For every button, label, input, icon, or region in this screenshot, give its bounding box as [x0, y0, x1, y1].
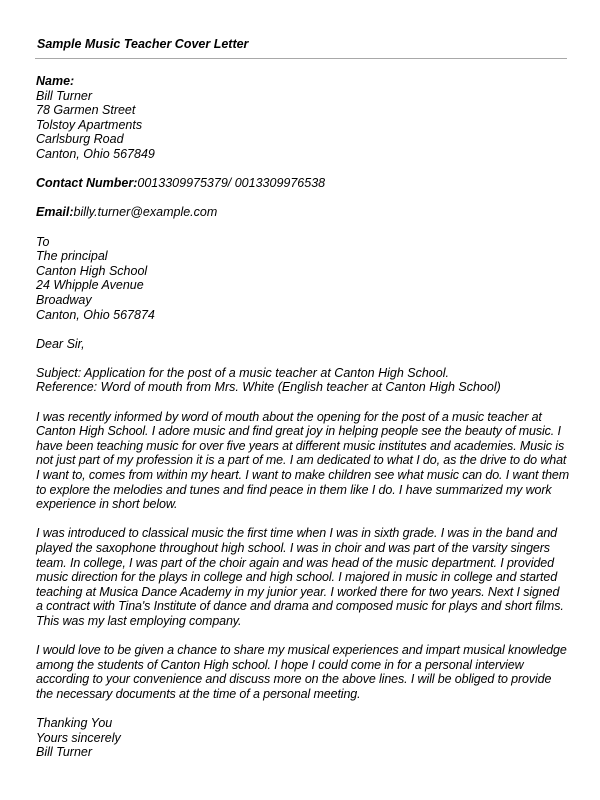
- sender-line: 78 Garmen Street: [36, 103, 136, 118]
- spacer: [36, 351, 570, 366]
- paragraph-line: teaching at Musica Dance Academy in my junior year. I worked there for two years. Next I signed: [36, 584, 560, 599]
- email-row: [36, 205, 570, 220]
- paragraph-line: I would love to be given a chance to share my musical experiences and impart musical knowledge: [36, 643, 567, 658]
- email-label: Email:: [36, 205, 74, 220]
- recipient-line: Canton, Ohio 567874: [36, 307, 155, 322]
- paragraph-line: Canton High School. I adore music and find great joy in helping people see the beauty of music. I: [36, 424, 561, 439]
- closing-line: Yours sincerely: [36, 730, 121, 745]
- closing-block: [36, 716, 570, 760]
- salutation: Dear Sir,: [36, 336, 85, 351]
- paragraph-line: music direction for the plays in college and high school. I majored in music in college and started: [36, 570, 558, 585]
- paragraph-line: have been teaching music for over five years at different music institutes and academies. Music is: [36, 438, 565, 453]
- recipient-line: The principal: [36, 249, 108, 264]
- spacer: [36, 220, 570, 235]
- body-paragraph: [36, 410, 570, 512]
- paragraph-line: I was introduced to classical music the first time when I was in sixth grade. I was in the band and: [36, 526, 558, 541]
- signature-name: Bill Turner: [36, 745, 93, 760]
- recipient-line: Broadway: [36, 292, 92, 307]
- spacer: [36, 395, 570, 410]
- paragraph-line: I was recently informed by word of mouth about the opening for the post of a music teacher at: [36, 409, 542, 424]
- reference-line: Reference: Word of mouth from Mrs. White (English teacher at Canton High School): [36, 380, 501, 395]
- recipient-block: [36, 235, 570, 323]
- spacer: [36, 629, 570, 644]
- email-value: billy.turner@example.com: [73, 205, 218, 220]
- paragraph-line: according to your convenience and discuss more on the above lines. I will be obliged to provide: [36, 672, 552, 687]
- letter-body: [36, 74, 570, 760]
- subject-line: Subject: Application for the post of a music teacher at Canton High School.: [36, 365, 449, 380]
- spacer: [36, 322, 570, 337]
- spacer: [36, 162, 570, 177]
- paragraph-line: I want to, comes from within my heart. I want to make children see what music can do. I want them: [36, 468, 570, 483]
- contact-number-label: Contact Number:: [36, 176, 138, 191]
- name-label: Name:: [36, 74, 75, 88]
- sender-line: Carlsburg Road: [36, 132, 124, 147]
- spacer: [36, 191, 570, 206]
- paragraph-line: among the students of Canton High school. I hope I could come in for a personal interview: [36, 657, 524, 672]
- spacer: [36, 702, 570, 717]
- paragraph-line: team. In college, I was part of the choir again and was head of the music department. I provided: [36, 555, 554, 570]
- closing-line: Thanking You: [36, 716, 113, 731]
- paragraph-line: not just part of my profession it is a part of me. I am dedicated to what I do, as the drive to do what: [36, 453, 567, 468]
- sender-block: [36, 74, 570, 162]
- spacer: [36, 512, 570, 527]
- recipient-line: To: [36, 234, 50, 249]
- recipient-line: Canton High School: [36, 263, 148, 278]
- contact-number-value: 0013309975379/ 0013309976538: [137, 176, 326, 191]
- body-paragraph: [36, 643, 570, 701]
- paragraph-line: experience in short below.: [36, 497, 178, 512]
- contact-number-row: [36, 176, 570, 191]
- body-paragraph: [36, 526, 570, 628]
- sender-line: Canton, Ohio 567849: [36, 146, 155, 161]
- paragraph-line: to explore the melodies and tunes and find peace in them like I do. I have summarized my work: [36, 482, 552, 497]
- paragraph-line: This was my last employing company.: [36, 613, 242, 628]
- sender-line: Bill Turner: [36, 88, 93, 103]
- paragraph-line: a contract with Tina's Institute of dance and drama and composed music for plays and short films.: [36, 599, 564, 614]
- sender-line: Tolstoy Apartments: [36, 117, 143, 132]
- document-title: Sample Music Teacher Cover Letter: [37, 37, 249, 51]
- title-divider: [35, 58, 567, 59]
- paragraph-line: played the saxophone throughout high school. I was in choir and was part of the varsity singers: [36, 541, 550, 555]
- paragraph-line: the necessary documents at the time of a personal meeting.: [36, 686, 361, 701]
- recipient-line: 24 Whipple Avenue: [36, 278, 144, 293]
